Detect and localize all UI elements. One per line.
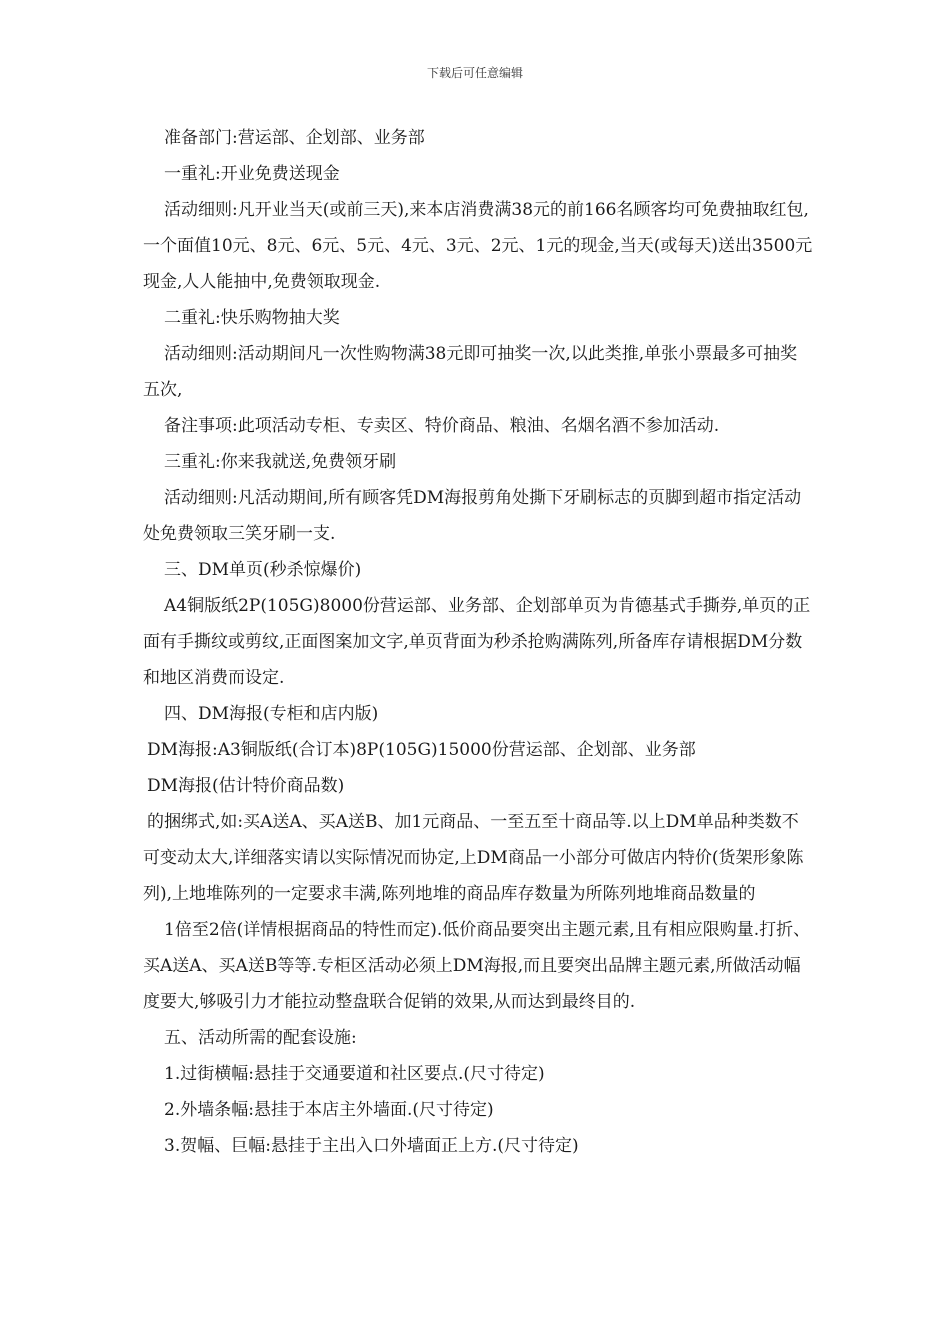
paragraph: A4铜版纸2P(105G)8000份营运部、业务部、企划部单页为肯德基式手撕券,单页的正面有手撕纹或剪纹,正面图案加文字,单页背面为秒杀抢购满陈列,所备库存请根据DM分数和地区消费而设定. (143, 596, 811, 688)
paragraph: 四、DM海报(专柜和店内版) (164, 704, 379, 724)
paragraph: 二重礼:快乐购物抽大奖 (164, 308, 340, 328)
paragraph: DM海报:A3铜版纸(合订本)8P(105G)15000份营运部、企划部、业务部 (147, 740, 696, 760)
paragraph: 五、活动所需的配套设施: (164, 1028, 357, 1048)
paragraph: 的捆绑式,如:买A送A、买A送B、加1元商品、一至五至十商品等.以上DM单品种类数不可变动太大,详细落实请以实际情况而协定,上DM商品一小部分可做店内特价(货架形象陈列),上地堆陈列的一定要求丰满,陈列地堆的商品库存数量为所陈列地堆商品数量的 (143, 812, 804, 904)
paragraph: 活动细则:凡开业当天(或前三天),来本店消费满38元的前166名顾客均可免费抽取红包,一个面值10元、8元、6元、5元、4元、3元、2元、1元的现金,当天(或每天)送出3500元现金,人人能抽中,免费领取现金. (143, 200, 813, 292)
document-body (143, 120, 813, 1164)
paragraph: 3.贺幅、巨幅:悬挂于主出入口外墙面正上方.(尺寸待定) (164, 1136, 579, 1156)
paragraph: 活动细则:凡活动期间,所有顾客凭DM海报剪角处撕下牙刷标志的页脚到超市指定活动处免费领取三笑牙刷一支. (143, 488, 802, 544)
page-header: 下载后可任意编辑 (426, 66, 523, 80)
paragraph: 准备部门:营运部、企划部、业务部 (164, 128, 425, 148)
paragraph: 三、DM单页(秒杀惊爆价) (164, 560, 362, 580)
paragraph: 1倍至2倍(详情根据商品的特性而定).低价商品要突出主题元素,且有相应限购量.打折、买A送A、买A送B等等.专柜区活动必须上DM海报,而且要突出品牌主题元素,所做活动幅度要大,够吸引力才能拉动整盘联合促销的效果,从而达到最终目的. (143, 920, 811, 1012)
paragraph: 一重礼:开业免费送现金 (164, 164, 340, 184)
paragraph: DM海报(估计特价商品数) (147, 776, 345, 796)
paragraph: 2.外墙条幅:悬挂于本店主外墙面.(尺寸待定) (164, 1100, 494, 1120)
paragraph: 三重礼:你来我就送,免费领牙刷 (164, 452, 397, 472)
paragraph: 活动细则:活动期间凡一次性购物满38元即可抽奖一次,以此类推,单张小票最多可抽奖五次, (143, 344, 798, 400)
paragraph: 备注事项:此项活动专柜、专卖区、特价商品、粮油、名烟名酒不参加活动. (164, 416, 720, 436)
paragraph: 1.过街横幅:悬挂于交通要道和社区要点.(尺寸待定) (164, 1064, 545, 1084)
